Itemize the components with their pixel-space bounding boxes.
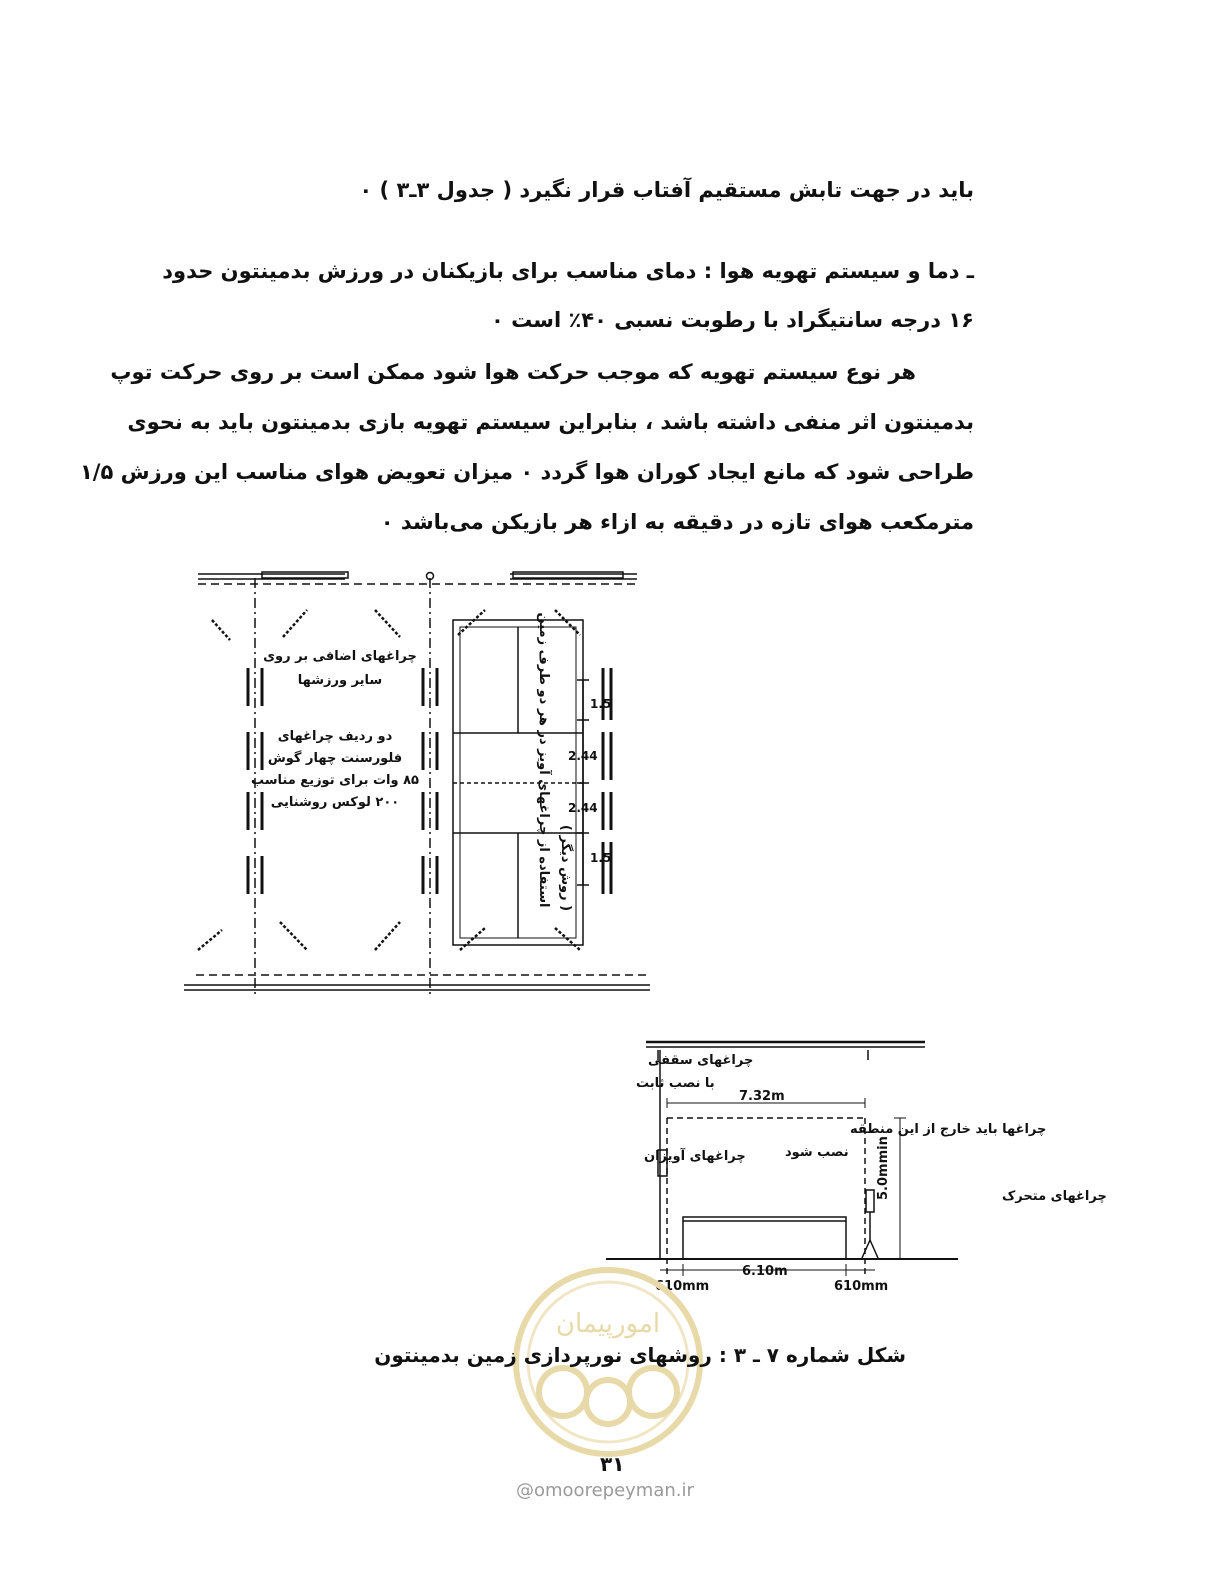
label-fluorescent-3: ۸۵ وات برای توزیع مناسب: [251, 773, 419, 788]
label-fluorescent-4: ۲۰۰ لوکس روشنایی: [270, 795, 400, 810]
label-fluorescent-2: فلورسنت چهار گوش: [267, 751, 403, 766]
label-ceiling-lights-1: چراغهای سقفی: [648, 1053, 754, 1068]
figure-caption: شکل شماره ۷ ـ ۳ : روشهای نورپردازی زمین بدمینتون: [374, 1343, 906, 1367]
site-watermark: @omoorepeyman.ir: [516, 1480, 694, 1501]
dim-label-2: 2.44: [568, 749, 598, 763]
dimension-line: [577, 680, 589, 885]
text-line-6: طراحی شود که مانع ایجاد کوران هوا گردد ۰ میزان تعویض هوای مناسب این ورزش ۱/۵: [79, 460, 974, 484]
watermark-text: امورپیمان: [555, 1309, 661, 1339]
dim-bottom: 6.10m: [742, 1264, 788, 1279]
text-line-3: ۱۶ درجه سانتیگراد با رطوبت نسبی ۴۰٪ است ۰: [490, 308, 974, 332]
label-fluorescent-1: دو ردیف چراغهای: [277, 729, 393, 744]
text-line-2-rest: دمای مناسب برای بازیکنان در ورزش بدمینتون حدود: [162, 259, 704, 283]
label-hanging-lights: چراغهای آویزان: [644, 1149, 746, 1164]
dim-label-1: 1.5: [590, 697, 612, 711]
dim-left: 610mm: [655, 1279, 710, 1294]
text-line-5: بدمینتون اثر منفی داشته باشد ، بنابراین سیستم تهویه بازی بدمینتون باید به نحوی: [127, 410, 974, 434]
label-court-lights-2: ( روش دیگر ): [558, 824, 573, 912]
label-court-lights-1: استفاده از چراغهای آویز در هر دو طرف زمین: [536, 612, 551, 908]
dim-label-3: 2.44: [568, 801, 598, 815]
label-extra-lights-2: سایر ورزشها: [297, 673, 383, 688]
label-exclusion-zone-2: نصب شود: [785, 1145, 849, 1160]
text-line-1: باید در جهت تابش مستقیم آفتاب قرار نگیرد ( جدول ۳ـ۳ ) ۰: [359, 178, 974, 202]
label-ceiling-lights-2: با نصب ثابت: [636, 1076, 715, 1091]
page-number: ۳۱: [600, 1452, 625, 1476]
dim-top: 7.32m: [739, 1089, 785, 1104]
text-line-4: هر نوع سیستم تهویه که موجب حرکت هوا شود ممکن است بر روی حرکت توپ: [110, 360, 916, 384]
dim-right: 610mm: [834, 1279, 889, 1294]
dim-label-4: 1.5: [590, 851, 612, 865]
label-extra-lights-1: چراغهای اضافی بر روی: [263, 649, 417, 664]
section-heading: ـ دما و سیستم تهویه هوا :: [703, 259, 974, 283]
dim-height: 5.0mmin: [876, 1136, 891, 1200]
text-line-7: مترمکعب هوای تازه در دقیقه به ازاء هر بازیکن می‌باشد ۰: [380, 510, 974, 534]
label-exclusion-zone-1: چراغها باید خارج از این منطقه: [850, 1122, 1047, 1137]
label-movable-lights: چراغهای متحرک: [1002, 1189, 1107, 1204]
